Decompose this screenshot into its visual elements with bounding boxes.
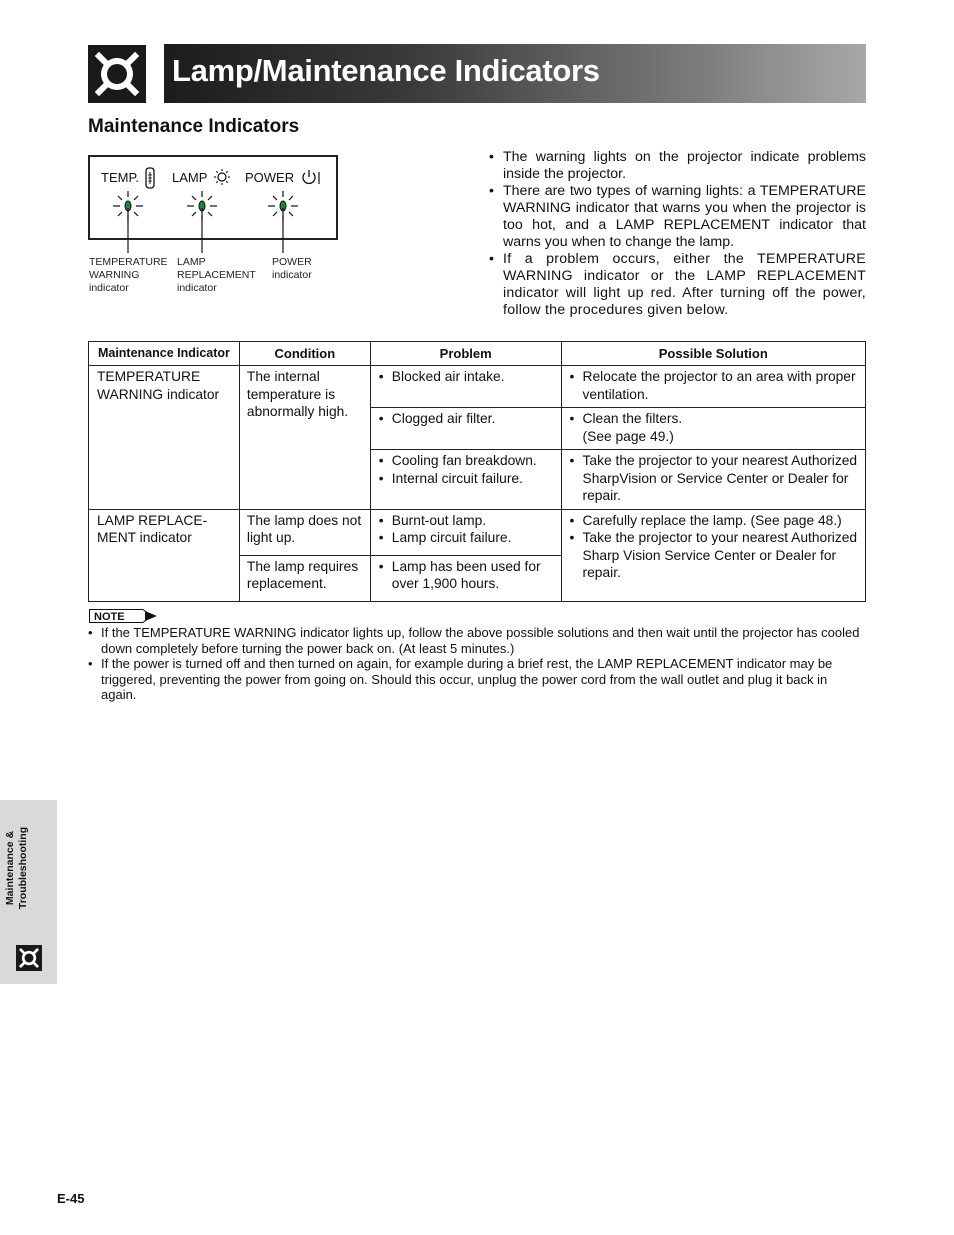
table-row [89,366,866,408]
intro-bullet: • If a problem occurs, either the TEMPERATURE WARNING indicator or the LAMP REPLACEMENT indicator will light up red. After turning off the power, follow the procedures given below. [489,251,866,319]
note-label: NOTE [94,611,125,623]
col-header: Condition [239,342,370,366]
side-tab-label: Maintenance & Troubleshooting [4,826,29,910]
problem-cell: • Burnt-out lamp. • Lamp circuit failure. [370,509,561,555]
condition-cell: The internal temperature is abnormally high. [239,366,370,510]
note-item: • If the TEMPERATURE WARNING indicator lights up, follow the above possible solutions and then wait until the projector has cooled down completely before turning the power back on. (At least 5 minutes.) [88,625,866,656]
section-title: Maintenance Indicators [88,116,300,137]
indicator-cell: TEMPERATURE WARNING indicator [89,366,240,510]
col-header: Problem [370,342,561,366]
maintenance-icon [88,45,146,103]
problem-cell: • Cooling fan breakdown. • Internal circuit failure. [370,450,561,510]
page-number: E-45 [57,1191,85,1206]
header-bar [164,44,866,103]
col-header: Possible Solution [561,342,865,366]
problem-cell: • Blocked air intake. [370,366,561,408]
temp-label: TEMP. [101,170,140,185]
condition-cell: The lamp requires replacement. [239,555,370,601]
intro-bullet: • There are two types of warning lights: a TEMPERATURE WARNING indicator that warns you when the projector is too hot, and a LAMP REPLACEMENT indicator that warns you when to change the lamp. [489,183,866,251]
maintenance-icon [16,945,42,971]
lamp-label: LAMP [172,170,208,185]
problem-cell: • Clogged air filter. [370,408,561,450]
note-item: • If the power is turned off and then turned on again, for example during a brief rest, the LAMP REPLACEMENT indicator may be triggered, preventing the power from going on. Should this occur, unplug the power cord from the wall outlet and plug it back in again. [88,656,866,703]
page-title: Lamp/Maintenance Indicators [172,53,600,88]
table-row [89,509,866,555]
note-list [88,625,866,703]
maintenance-table [88,341,866,602]
callout-lines [88,200,338,256]
condition-cell: The lamp does not light up. [239,509,370,555]
solution-cell: • Relocate the projector to an area with proper ventilation. [561,366,865,408]
col-header: Maintenance Indicator [89,342,240,366]
power-callout: POWER indicator [272,256,312,281]
lamp-callout: LAMP REPLACEMENT indicator [177,256,256,294]
indicator-cell: LAMP REPLACE-MENT indicator [89,509,240,601]
solution-cell: • Clean the filters. (See page 49.) [561,408,865,450]
power-label: POWER [245,170,295,185]
solution-cell: • Take the projector to your nearest Authorized SharpVision or Service Center or Dealer for repair. [561,450,865,510]
solution-cell: • Carefully replace the lamp. (See page 48.) • Take the projector to your nearest Authorized Sharp Vision Service Center or Dealer for repair. [561,509,865,601]
temp-callout: TEMPERATURE WARNING indicator [89,256,168,294]
problem-cell: • Lamp has been used for over 1,900 hours. [370,555,561,601]
table-header-row [89,342,866,366]
intro-list [489,149,866,319]
intro-bullet: • The warning lights on the projector indicate problems inside the projector. [489,149,866,183]
